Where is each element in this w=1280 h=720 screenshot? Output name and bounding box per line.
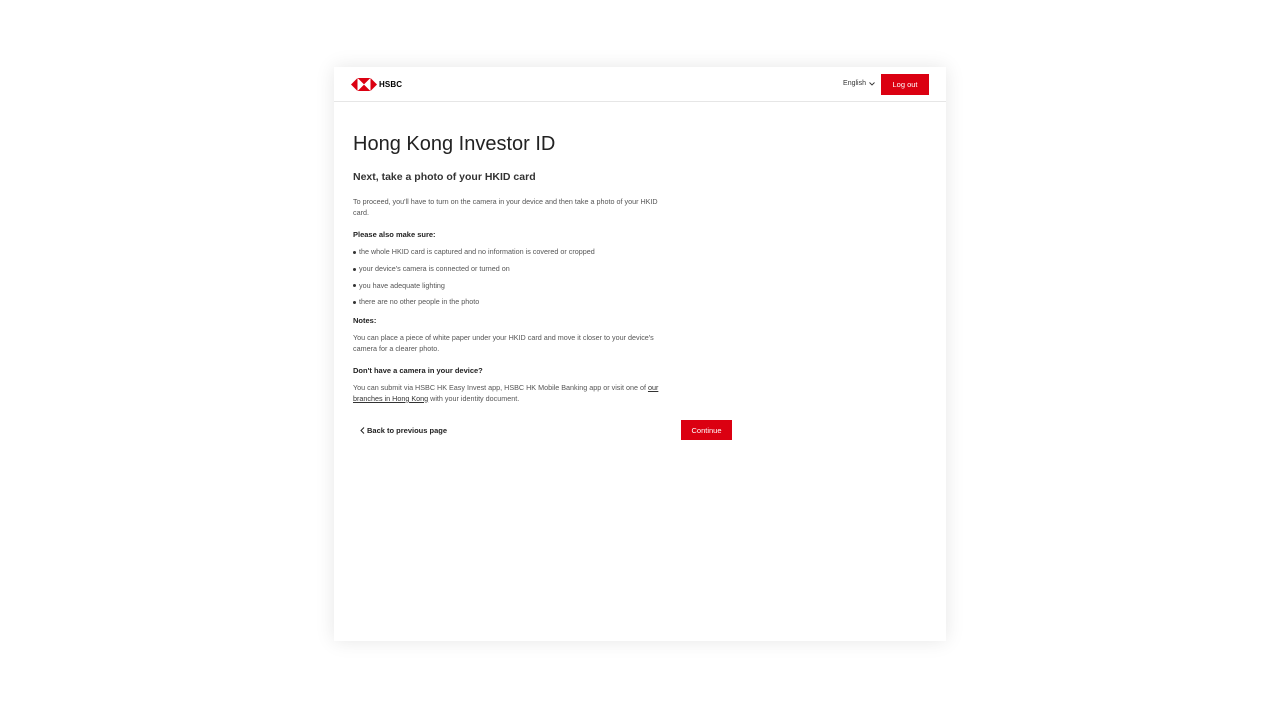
bullet-icon (353, 284, 356, 287)
list-item: you have adequate lighting (353, 281, 733, 291)
logo-text: HSBC (379, 80, 403, 89)
branches-link[interactable]: our branches in Hong Kong (353, 382, 659, 403)
page-subtitle: Next, take a photo of your HKID card (353, 171, 536, 183)
main-content (353, 133, 733, 404)
hsbc-hexagon-icon (351, 78, 377, 91)
bullet-icon (353, 268, 356, 271)
page-title: Hong Kong Investor ID (353, 133, 556, 155)
hsbc-logo[interactable] (351, 78, 402, 91)
no-camera-heading: Don't have a camera in your device? (353, 365, 483, 375)
list-item: your device's camera is connected or turned on (353, 264, 733, 274)
bullet-icon (353, 251, 356, 254)
back-label: Back to previous page (367, 426, 448, 435)
bullet-icon (353, 301, 356, 304)
language-label: English (843, 80, 866, 87)
back-link[interactable] (360, 426, 447, 435)
language-selector[interactable] (843, 80, 875, 87)
notes-text: You can place a piece of white paper under your HKID card and move it closer to your device's camera for a clearer photo. (353, 333, 654, 354)
make-sure-list (353, 247, 733, 307)
top-bar (334, 67, 946, 102)
list-item: there are no other people in the photo (353, 297, 733, 307)
no-camera-text: You can submit via HSBC HK Easy Invest app, HSBC HK Mobile Banking app or visit one of our branches in Hong Kong with your identity document. (353, 382, 659, 403)
logout-button[interactable]: Log out (881, 74, 929, 95)
chevron-left-icon (360, 427, 365, 434)
make-sure-heading: Please also make sure: (353, 230, 436, 240)
continue-button[interactable]: Continue (681, 420, 732, 440)
main-card (334, 67, 946, 641)
intro-text: To proceed, you'll have to turn on the camera in your device and then take a photo of your HKID card. (353, 197, 658, 218)
notes-heading: Notes: (353, 316, 377, 326)
list-item: the whole HKID card is captured and no information is covered or cropped (353, 247, 733, 257)
chevron-down-icon (869, 82, 875, 86)
